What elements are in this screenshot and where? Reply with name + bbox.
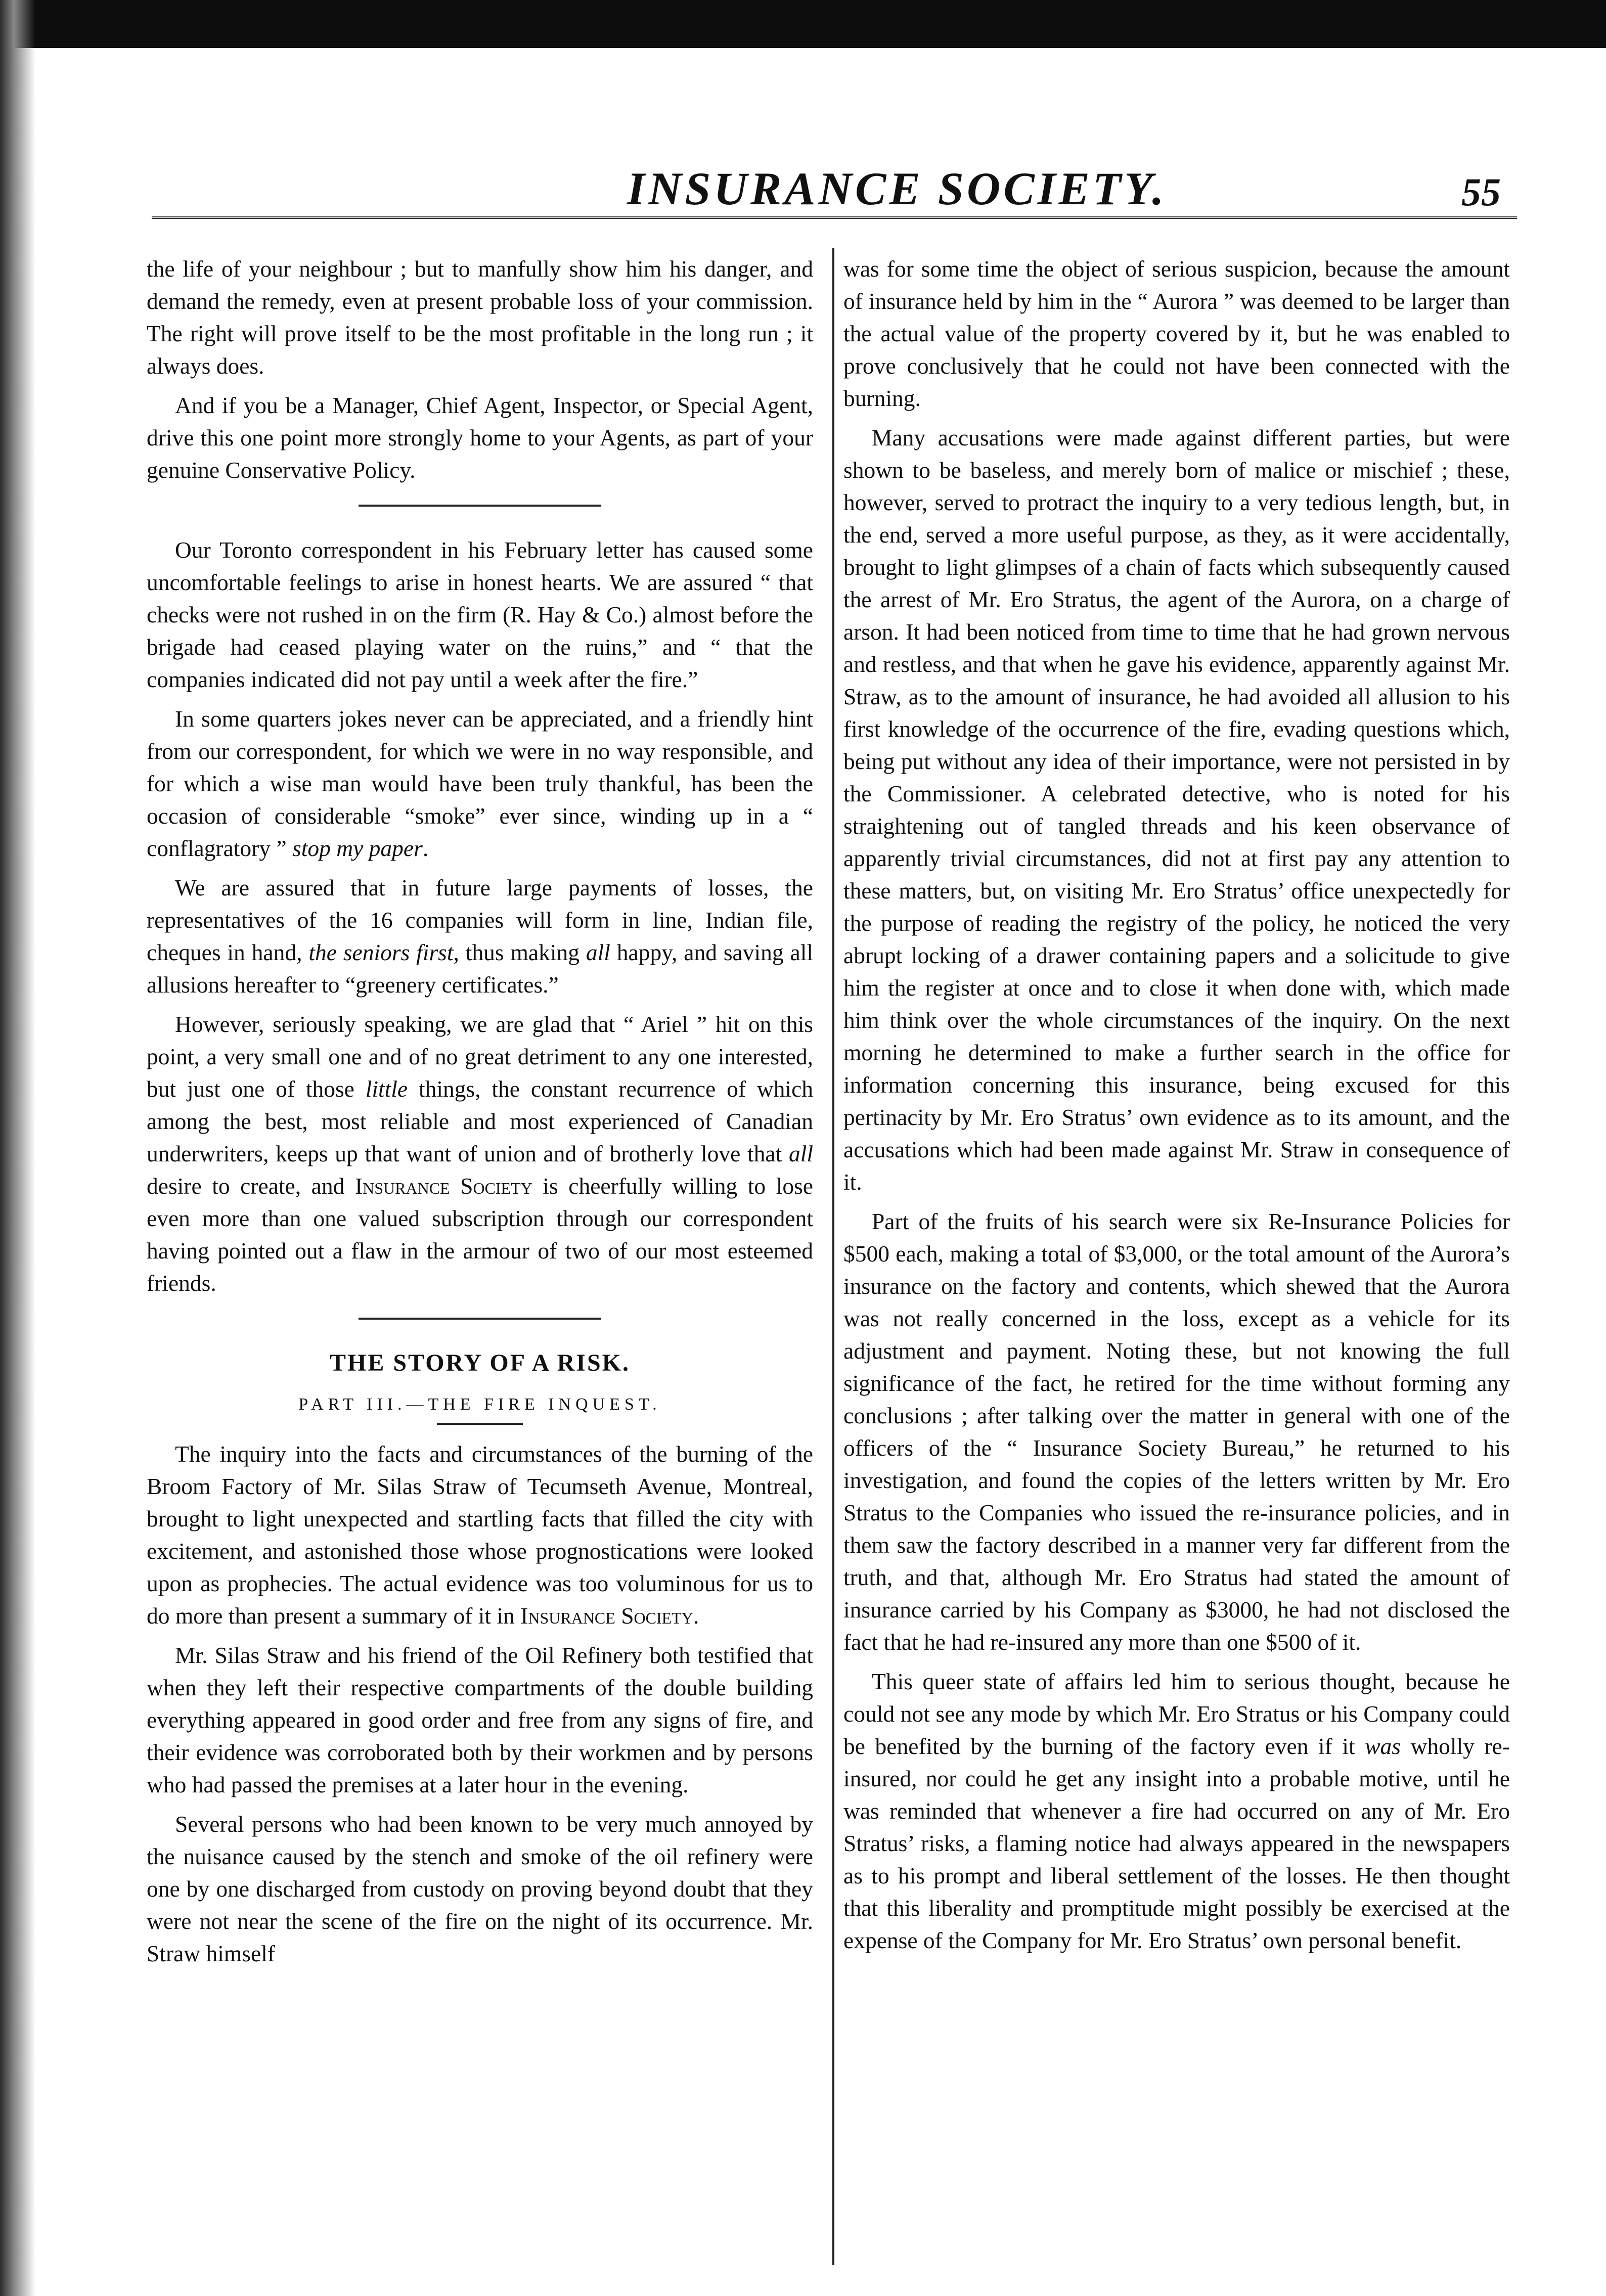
text-run: In some quarters jokes never can be appreciated, and a friendly hint from our correspondent, for which we were in no way responsible, and for which a wise man would have been truly thankful, has been the occasion of considerable “smoke” ever since, winding up in a “ conflagratory ” [147, 706, 813, 861]
italic-text: the seniors first [308, 939, 454, 965]
section-divider [359, 505, 601, 507]
paragraph: Several persons who had been known to be very much annoyed by the nuisance caused by the stench and smoke of the oil refinery were one by one discharged from custody on proving beyond doubt that they were not near the scene of the fire on the night of its occurrence. Mr. Straw himself [147, 1811, 813, 1966]
header-rule [152, 216, 1517, 219]
text-run: , thus making [453, 939, 579, 965]
small-caps-text: Insurance Society [520, 1603, 693, 1629]
paragraph [843, 1665, 1510, 1957]
story-heading: THE STORY OF A RISK. [329, 1349, 631, 1376]
italic-text: all [586, 939, 610, 965]
text-run: wholly re-insured, nor could he get any insight into a probable motive, until he was reminded that whenever a fire had occurred on any of Mr. Ero Stratus’ risks, a flaming notice had always appeared in the newspapers as to his prompt and liberal settlement of the losses. He then thought that this liberality and promptitude might possibly be exercised at the expense of the Company for Mr. Ero Stratus’ own personal benefit. [843, 1733, 1510, 1953]
text-run: We are assured that in future large payments of losses, the representatives of the 16 companies will form in line, Indian file, cheques in hand, [147, 875, 813, 965]
small-caps-text: Insurance Society [354, 1173, 532, 1199]
text-run: is cheerfully willing to lose even more than one valued subscription through our correspondent having pointed out a flaw in the armour of two of our most esteemed friends. [147, 1173, 813, 1296]
column-divider [832, 248, 834, 2265]
paragraph: Mr. Silas Straw and his friend of the Oil Refinery both testified that when they left their respective compartments of the double building everything appeared in good order and free from any signs of fire, and their evidence was corroborated both by their workmen and by persons who had passed the premises at a later hour in the evening. [147, 1642, 813, 1797]
text-run: desire to create, and [147, 1173, 345, 1199]
left-column [147, 253, 813, 2265]
text-run: happy, and saving all allusions hereafter to “greenery certificates.” [147, 939, 813, 998]
paragraph [147, 703, 813, 865]
scan-binding-shadow [0, 0, 35, 2296]
italic-text: all [788, 1141, 813, 1166]
running-title: INSURANCE SOCIETY. [627, 163, 1167, 214]
text-run: . [422, 835, 429, 861]
paragraph: And if you be a Manager, Chief Agent, Inspector, or Special Agent, drive this one point more strongly home to your Agents, as part of your genuine Conservative Policy. [147, 392, 813, 483]
paragraph [147, 1438, 813, 1632]
paragraph: was for some time the object of serious suspicion, because the amount of insurance held by him in the “ Aurora ” was deemed to be larger than the actual value of the property covered by it, but he was enabled to prove conclusively that he could not have been connected with the burning. [843, 256, 1510, 411]
paragraph: Our Toronto correspondent in his February letter has caused some uncomfortable feelings to arise in honest hearts. We are assured “ that checks were not rushed in on the firm (R. Hay & Co.) almost before the brigade had ceased playing water on the ruins,” and “ that the companies indicated did not pay until a week after the fire.” [147, 537, 813, 692]
paragraph [147, 1008, 813, 1299]
right-column [843, 253, 1510, 2265]
paragraph: Many accusations were made against different parties, but were shown to be baseless, and merely born of malice or mischief ; these, however, served to protract the inquiry to a very tedious length, but, in the end, served a more useful purpose, as they, as it were accidentally, brought to light glimpses of a chain of facts which subsequently caused the arrest of Mr. Ero Stratus, the agent of the Aurora, on a charge of arson. It had been noticed from time to time that he had grown nervous and restless, and that when he gave his evidence, apparently against Mr. Straw, as to the amount of insurance, he had avoided all allusion to his first knowledge of the occurrence of the fire, evading questions which, being put without any idea of their importance, were not persisted in by the Commissioner. A celebrated detective, who is noted for his straightening out of tangled threads and his keen observance of apparently trivial circumstances, did not at first pay any attention to these matters, but, on visiting Mr. Ero Stratus’ office unexpectedly for the purpose of reading the registry of the policy, he noticed the very abrupt locking of a drawer containing papers and a solicitude to give him the register at once and to close it when done with, which made him think over the whole circumstances of the inquiry. On the next morning he determined to make a further search in the office for information concerning this insurance, being excused for this pertinacity by Mr. Ero Stratus’ own evidence as to its amount, and the accusations which had been made against Mr. Straw in consequence of it. [843, 425, 1510, 1195]
page-number: 55 [1461, 170, 1501, 214]
scan-top-border [0, 0, 1606, 48]
section-divider [359, 1318, 601, 1320]
paragraph: Part of the fruits of his search were six Re-Insurance Policies for $500 each, making a total of $3,000, or the total amount of the Aurora’s insurance on the factory and contents, which shewed that the Aurora was not really concerned in the loss, except as a vehicle for its adjustment and payment. Noting these, but not knowing the full significance of the fact, he retired for the time without forming any conclusions ; after talking over the matter in general with one of the officers of the “ Insurance Society Bureau,” he returned to his investigation, and found the copies of the letters written by Mr. Ero Stratus to the Companies who issued the re-insurance policies, and in them saw the factory described in a manner very far different from the truth, and that, although Mr. Ero Stratus had stated the amount of insurance carried by his Company as $3000, he had not disclosed the fact that he had re-insured any more than one $500 of it. [843, 1208, 1510, 1655]
italic-text: little [365, 1076, 408, 1102]
text-run: . [693, 1603, 699, 1629]
paragraph: the life of your neighbour ; but to manfully show him his danger, and demand the remedy, even at present probable loss of your commission. The right will prove itself to be the most profitable in the long run ; it always does. [147, 256, 813, 379]
part-heading: PART III.—THE FIRE INQUEST. [298, 1395, 661, 1414]
italic-text: stop my paper [292, 835, 423, 861]
heading-rule [437, 1423, 523, 1425]
paragraph [147, 872, 813, 1001]
text-run: This queer state of affairs led him to serious thought, because he could not see any mode by which Mr. Ero Stratus or his Company could be benefited by the burning of the factory even if it [843, 1669, 1510, 1759]
italic-text: was [1365, 1733, 1401, 1759]
text-run: things, the constant recurrence of which among the best, most reliable and most experienced of Canadian underwriters, keeps up that want of union and of brotherly love that [147, 1076, 813, 1166]
text-run: However, seriously speaking, we are glad that “ Ariel ” hit on this point, a very small one and of no great detriment to any one interested, but just one of those [147, 1011, 813, 1102]
text-run: The inquiry into the facts and circumstances of the burning of the Broom Factory of Mr. Silas Straw of Tecumseth Avenue, Montreal, brought to light unexpected and startling facts that filled the city with excitement, and astonished those whose prognostications were looked upon as prophecies. The actual evidence was too voluminous for us to do more than present a summary of it in [147, 1441, 813, 1629]
page-header [152, 152, 1517, 228]
